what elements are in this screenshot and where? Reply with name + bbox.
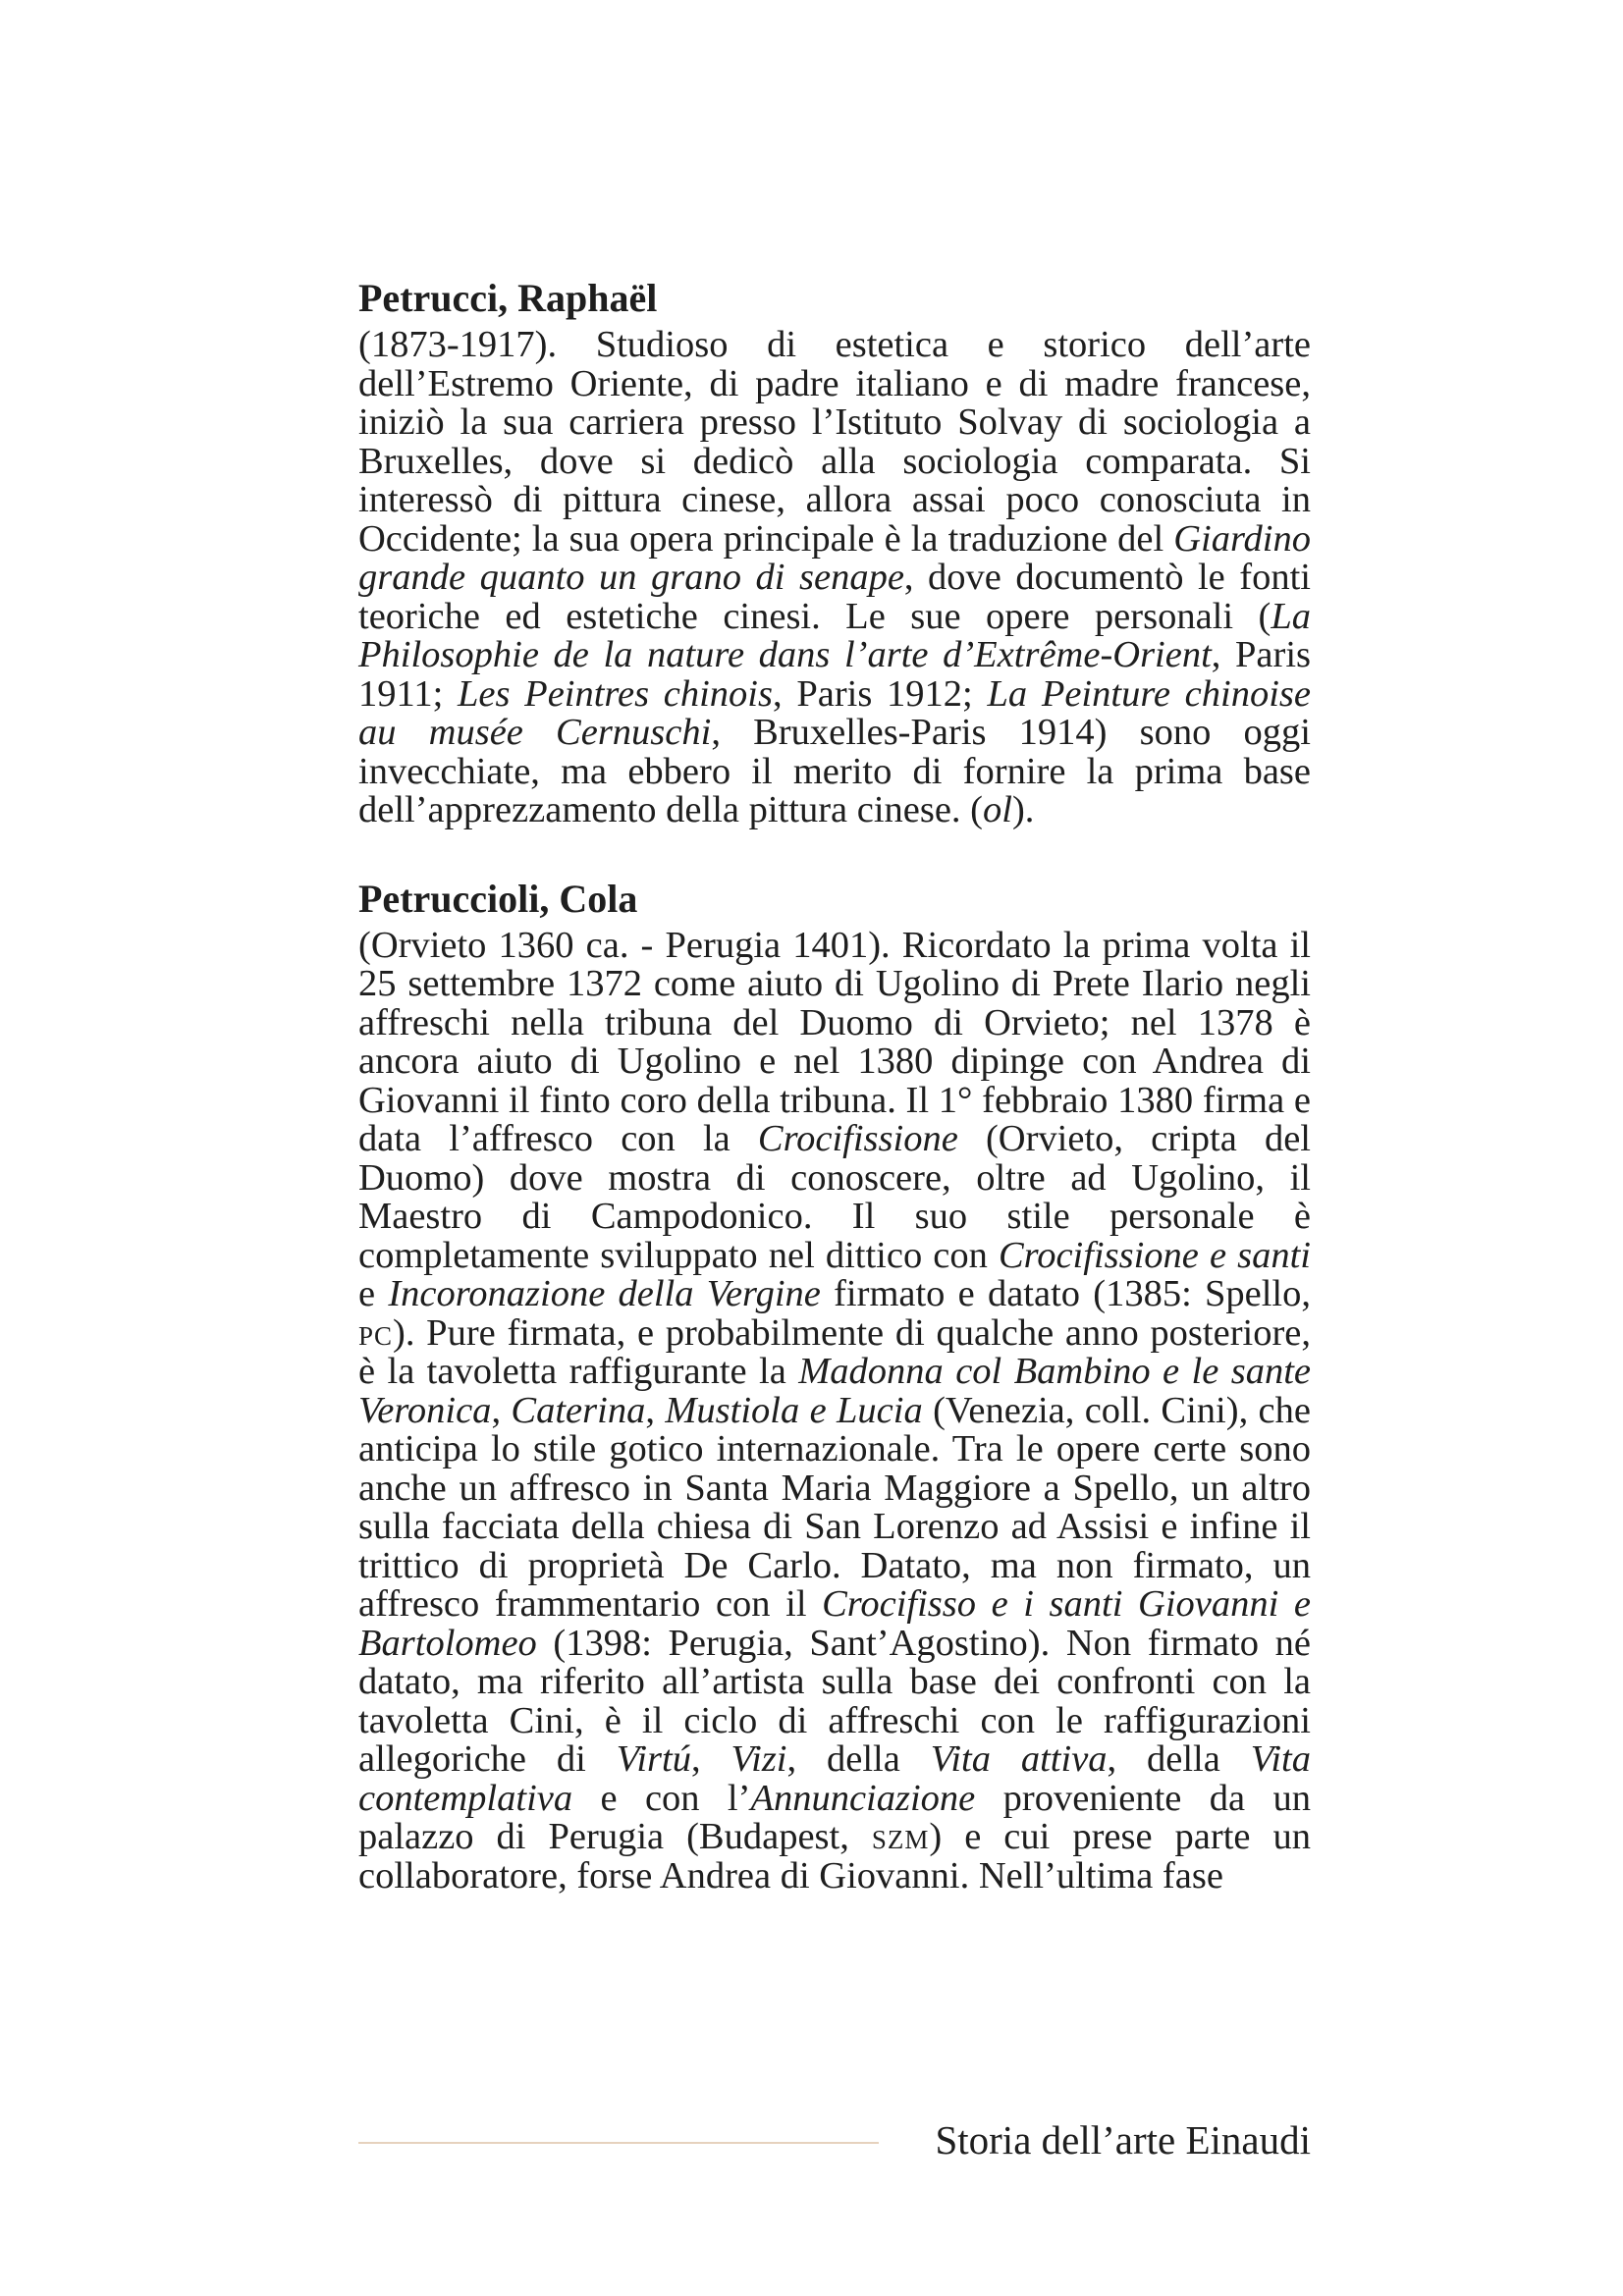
italic-text: La Peinture chinoise au musée Cernuschi — [358, 672, 1311, 753]
body-text: (1398: Perugia, Sant’Agostino). Non firmato né datato, ma riferito all’artista sulla base dei confronti con la tavoletta Cini, è il ciclo di affreschi con le raffigurazioni allegoriche di — [358, 1622, 1311, 1780]
body-text: , Bruxelles-Paris 1914) sono oggi invecchiate, ma ebbero il merito di fornire la prima base dell’apprezzamento della pittura cinese. ( — [358, 712, 1312, 830]
small-caps-text: szm — [871, 1816, 930, 1857]
entry-petrucci-raphael — [358, 273, 1311, 830]
italic-text: Crocifissione e santi — [998, 1234, 1311, 1276]
body-text: firmato e datato (1385: Spello, — [820, 1273, 1311, 1314]
entry-petruccioli-cola — [358, 874, 1311, 1896]
body-text: ) e cui prese parte un collaboratore, forse Andrea di Giovanni. Nell’ultima fase — [358, 1816, 1311, 1896]
body-text: proveniente da un palazzo di Perugia (Budapest, — [358, 1777, 1311, 1857]
italic-text: Crocifissione — [757, 1118, 958, 1159]
entry-heading: Petruccioli, Cola — [358, 876, 638, 921]
italic-text: Vizi — [730, 1738, 787, 1780]
body-text: ). Pure firmata, e probabilmente di qualche anno posteriore, è la tavoletta raffigurante la — [358, 1311, 1311, 1392]
body-text: (Venezia, coll. Cini), che anticipa lo stile gotico internazionale. Tra le opere certe sono anche un affresco in Santa Maria Maggiore a Spello, un altro sulla facciata della chiesa di San Lorenzo ad Assisi e infine il trittico di proprietà De Carlo. Datato, ma non firmato, un affresco frammentario con il — [358, 1389, 1311, 1625]
italic-text: Madonna col Bambino e le sante Veronica — [358, 1351, 1311, 1431]
italic-text: Virtú — [616, 1738, 691, 1780]
italic-text: Vita contemplativa — [358, 1738, 1312, 1819]
body-text: (1873-1917). Studioso di estetica e storico dell’arte dell’Estremo Oriente, di padre italiano e di madre francese, iniziò la sua carriera presso l’Istituto Solvay di sociologia a Bruxelles, dove si dedicò alla sociologia comparata. Si interessò di pittura cinese, allora assai poco conosciuta in Occidente; la sua opera principale è la traduzione del — [358, 324, 1311, 560]
body-text: , della — [1107, 1738, 1251, 1780]
body-text: , dove documentò le fonti teoriche ed estetiche cinesi. Le sue opere personali ( — [358, 557, 1312, 637]
body-text: , Paris 1911; — [358, 634, 1311, 715]
small-caps-text: pc — [358, 1311, 394, 1354]
footer-rule — [358, 2142, 879, 2144]
italic-text: Annunciazione — [750, 1777, 976, 1819]
body-text: e con l’ — [572, 1777, 751, 1819]
italic-text: La Philosophie de la nature dans l’arte d’Extrême-Orient — [358, 595, 1311, 675]
body-text: (Orvieto 1360 ca. - Perugia 1401). Ricordato la prima volta il 25 settembre 1372 come aiuto di Ugolino di Prete Ilario negli affreschi nella tribuna del Duomo di Orvieto; nel 1378 è ancora aiuto di Ugolino e nel 1380 dipinge con Andrea di Giovanni il finto coro della tribuna. Il 1° febbraio 1380 firma e data l’affresco con la — [358, 924, 1311, 1159]
italic-text: Incoronazione della Vergine — [388, 1273, 821, 1314]
body-text: (Orvieto, cripta del Duomo) dove mostra di conoscere, oltre ad Ugolino, il Maestro di Campodonico. Il suo stile personale è completamente sviluppato nel dittico con — [358, 1118, 1311, 1276]
italic-text: Caterina — [511, 1389, 646, 1431]
footer-title: Storia dell’arte Einaudi — [935, 2117, 1311, 2163]
entry-body — [358, 326, 1311, 830]
body-text: , — [690, 1738, 731, 1780]
italic-text: ol — [983, 789, 1012, 830]
italic-text: Giardino grande quanto un grano di senape — [358, 517, 1311, 598]
entry-body — [358, 924, 1312, 1896]
body-text: e — [358, 1273, 389, 1314]
body-text: ). — [1011, 789, 1035, 830]
italic-text: Crocifisso e i santi Giovanni e Bartolomeo — [358, 1583, 1311, 1664]
body-text: , — [491, 1389, 512, 1431]
body-text: , — [645, 1389, 666, 1431]
italic-text: Vita attiva — [930, 1738, 1108, 1780]
text-column — [358, 273, 1311, 1896]
page-footer — [358, 2110, 1311, 2169]
body-text: , della — [786, 1738, 931, 1780]
body-text: , Paris 1912; — [772, 672, 988, 715]
italic-text: Mustiola e Lucia — [665, 1389, 923, 1431]
entry-heading: Petrucci, Raphaël — [358, 276, 658, 320]
italic-text: Les Peintres chinois — [457, 672, 773, 715]
